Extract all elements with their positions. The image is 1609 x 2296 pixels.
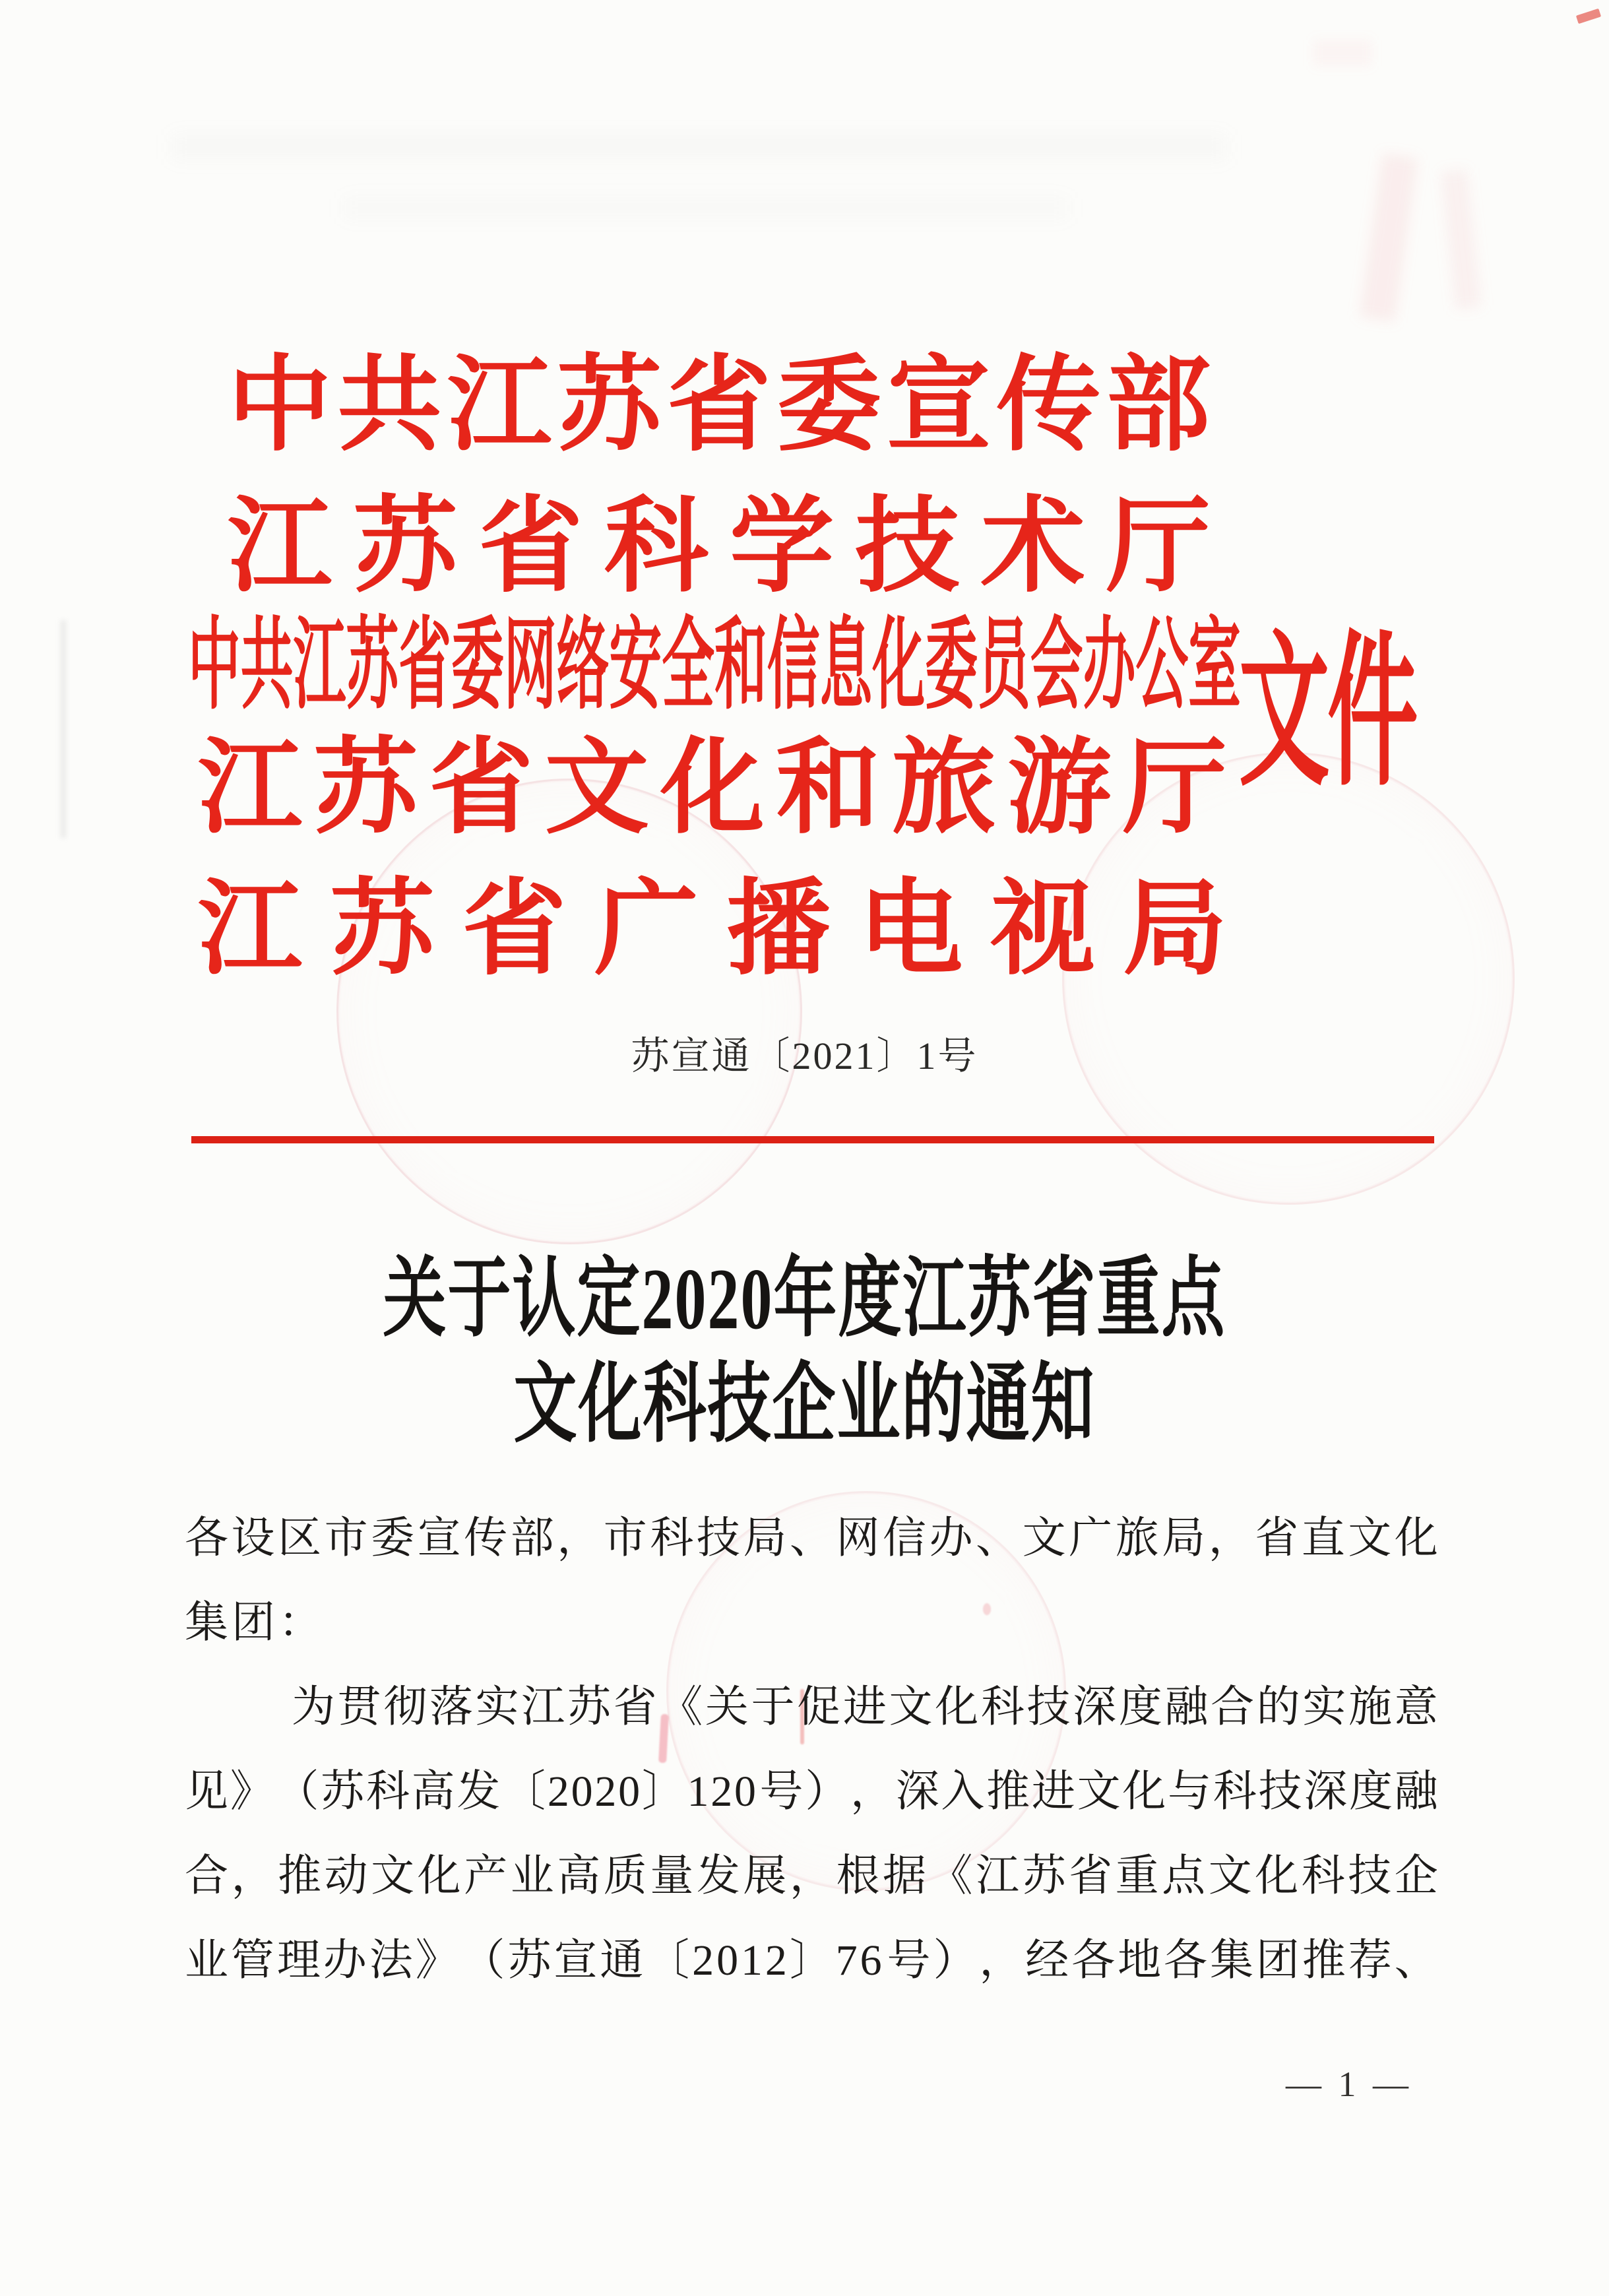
- bleedthrough-smudge: [172, 135, 1227, 159]
- body-text-line: 业 管 理 办 法 》 （ 苏 宣 通 〔 2 0 1 2 〕 7 6 号 ） ， 经 各 地 各 集 团 推 荐 、: [185, 1936, 1438, 1985]
- corner-red-mark: [1576, 9, 1601, 24]
- body-text-line: 见 》 （ 苏 科 高 发 〔 2 0 2 0 〕 1 2 0 号 ） ， 深 入 推 进 文 化 与 科 技 深 度 融: [185, 1768, 1438, 1816]
- body-text-line: 为 贯 彻 落 实 江 苏 省 《 关 于 促 进 文 化 科 技 深 度 融 合 的 实 施 意: [292, 1683, 1438, 1731]
- bleedthrough-smudge: [343, 198, 1069, 218]
- agency-name-line: 江 苏 省 科 学 技 术 厅: [228, 490, 1211, 605]
- agency-name-line-condensed: 中共江苏省委网络安全和信息化委员会办公室: [188, 610, 1241, 721]
- document-title-line-2: 文化科技企业的通知: [513, 1355, 1096, 1453]
- body-text-line: 各 设 区 市 委 宣 传 部 ， 市 科 技 局 、 网 信 办 、 文 广 旅 局 ， 省 直 文 化: [185, 1514, 1438, 1562]
- agency-name-line: 江 苏 省 广 播 电 视 局: [198, 872, 1227, 988]
- document-title-line-1: 关于认定2020年度江苏省重点: [383, 1250, 1226, 1348]
- agency-name-line: 中 共 江 苏 省 委 宣 传 部: [228, 348, 1211, 464]
- bleedthrough-red-mark: [1360, 153, 1418, 321]
- document-number: 苏宣通〔2021〕1号: [631, 1035, 978, 1077]
- agency-name-line: 江 苏 省 文 化 和 旅 游 厅: [198, 731, 1227, 846]
- document-type-label: 文件: [1239, 621, 1416, 806]
- seal-bleedthrough-circle: [336, 779, 802, 1244]
- page-number: — 1 —: [1286, 2064, 1412, 2104]
- bleedthrough-red-mark: [1313, 40, 1372, 66]
- scan-edge-streak: [61, 620, 66, 838]
- red-divider-rule: [191, 1136, 1434, 1143]
- body-text-line: 集团：: [185, 1599, 325, 1647]
- bleedthrough-red-mark: [1441, 169, 1482, 309]
- body-text-line: 合 ， 推 动 文 化 产 业 高 质 量 发 展 ， 根 据 《 江 苏 省 重 点 文 化 科 技 企: [185, 1852, 1438, 1900]
